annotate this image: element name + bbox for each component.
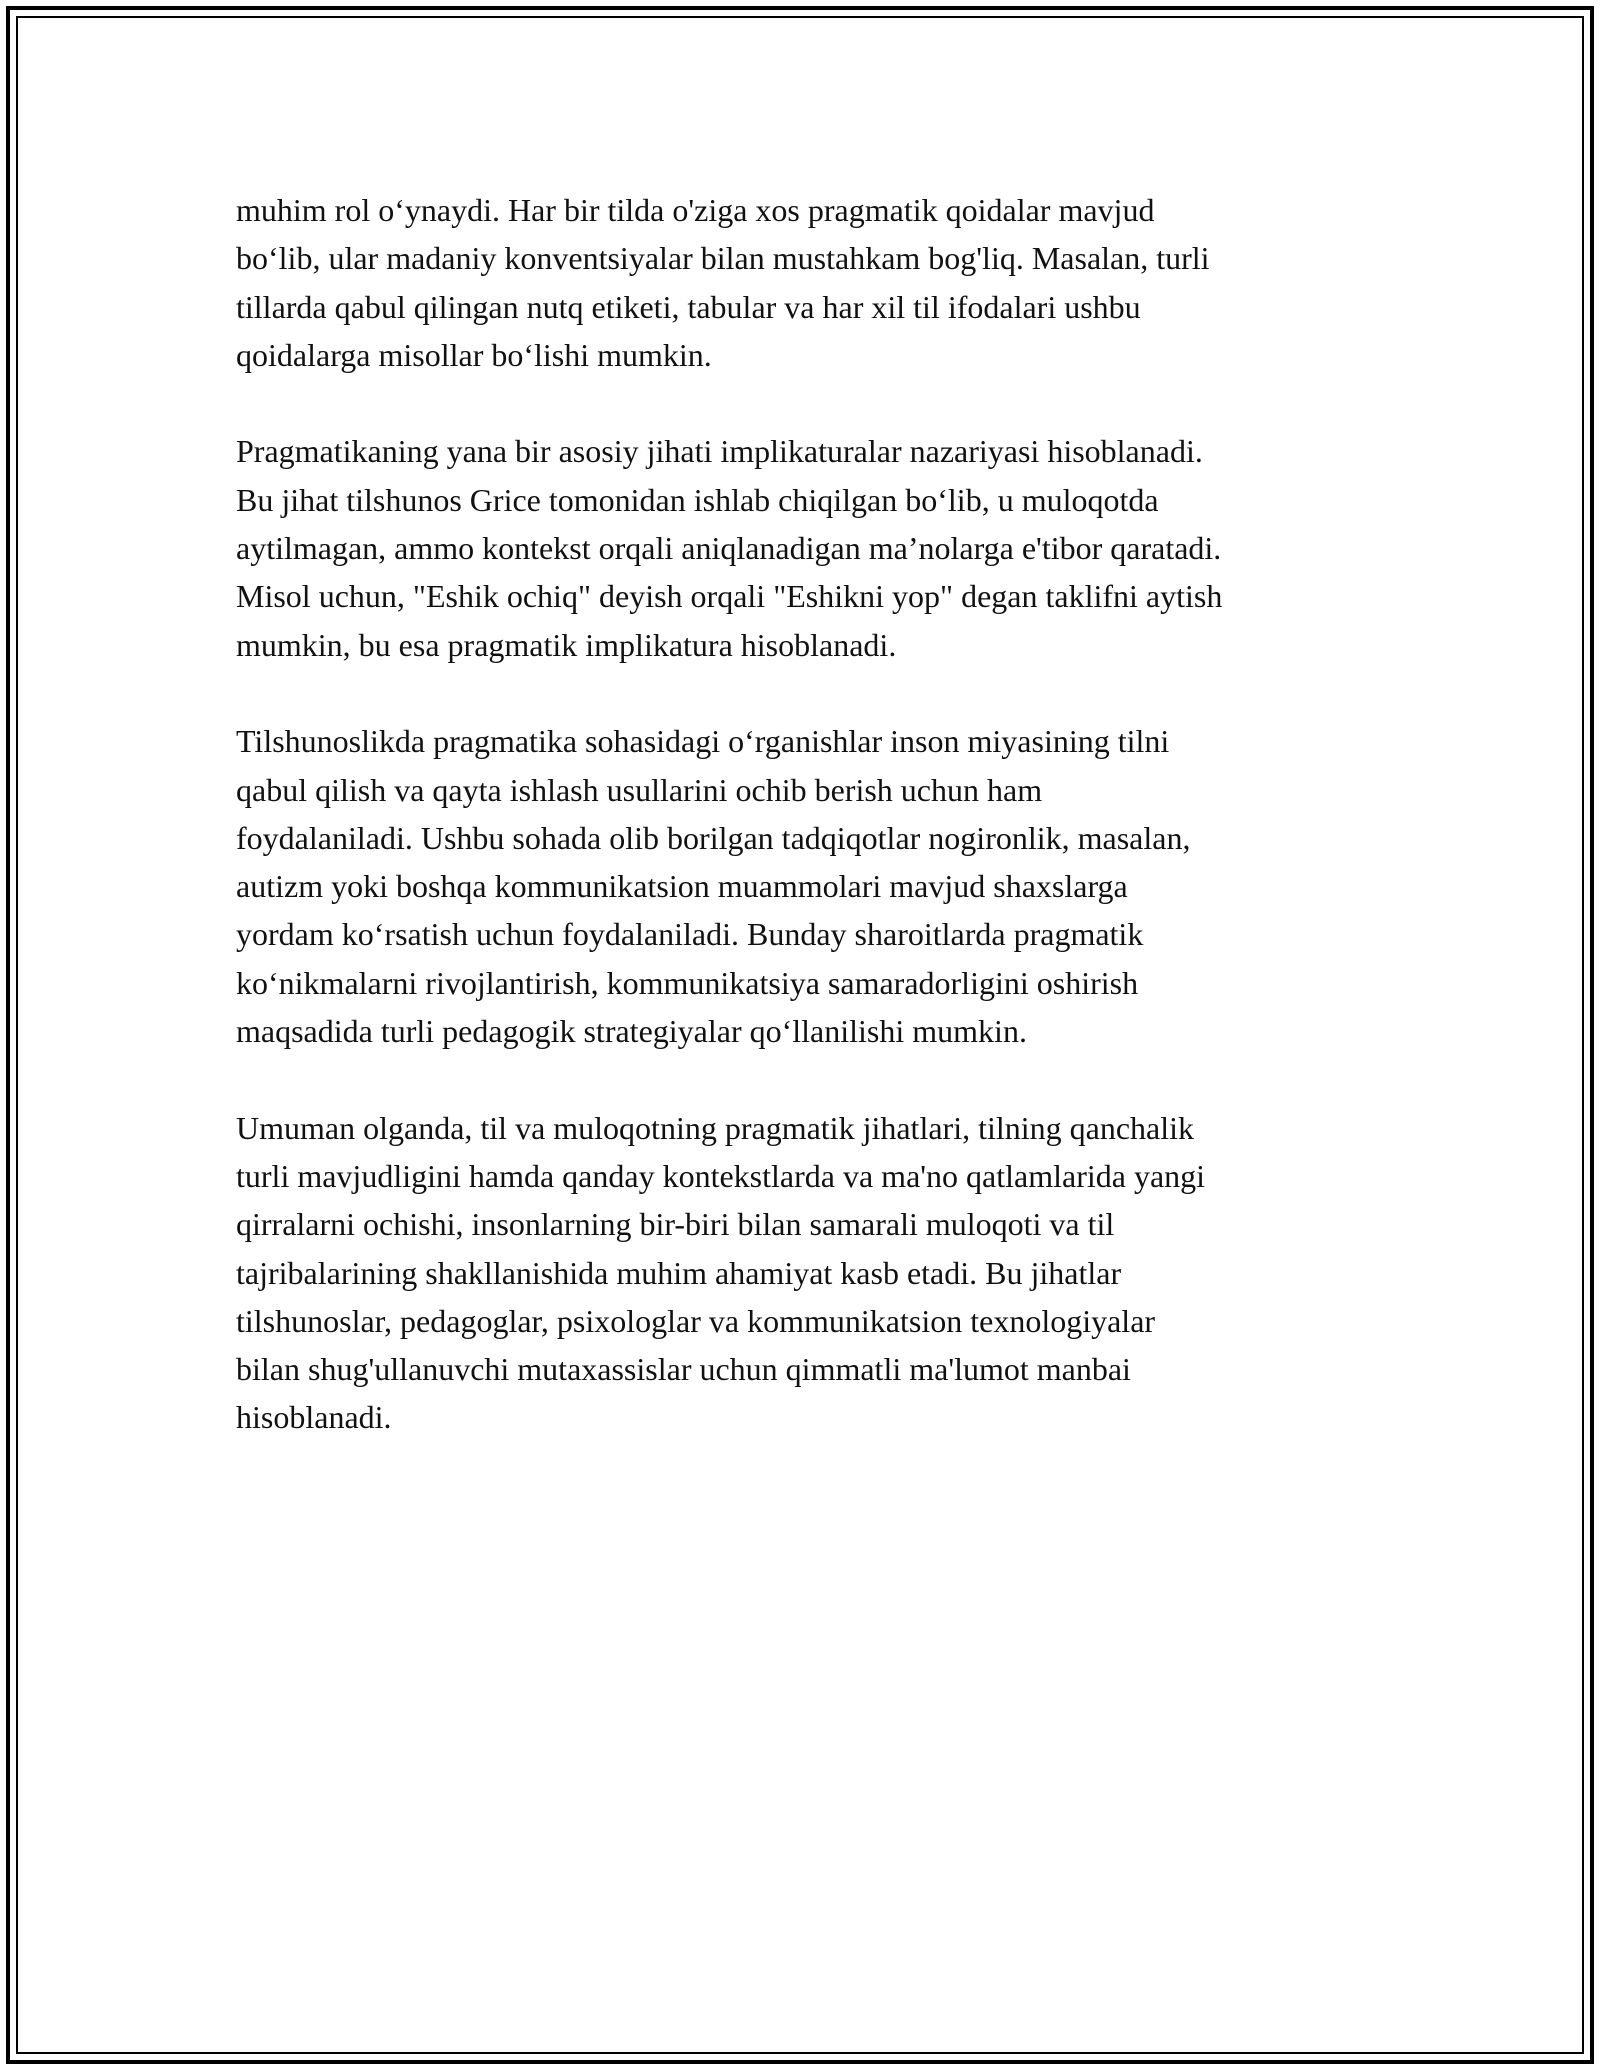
- text-line: qirralarni ochishi, insonlarning bir-biri bilan samarali muloqoti va til: [236, 1206, 1115, 1243]
- text-line: ko‘nikmalarni rivojlantirish, kommunikatsiya samaradorligini oshirish: [236, 964, 1139, 1001]
- document-body: [236, 186, 1376, 1490]
- text-line: mumkin, bu esa pragmatik implikatura hisoblanadi.: [236, 626, 897, 663]
- text-line: Tilshunoslikda pragmatika sohasidagi o‘rganishlar inson miyasining tilni: [236, 723, 1170, 760]
- paragraph-3: [236, 717, 1376, 1055]
- text-line: muhim rol o‘ynaydi. Har bir tilda o'ziga xos pragmatik qoidalar mavjud: [236, 192, 1155, 228]
- paragraph-1: [236, 186, 1376, 379]
- text-line: Umuman olganda, til va muloqotning pragmatik jihatlari, tilning qanchalik: [236, 1109, 1195, 1146]
- text-line: bilan shug'ullanuvchi mutaxassislar uchun qimmatli ma'lumot manbai: [236, 1351, 1131, 1388]
- text-line: yordam ko‘rsatish uchun foydalaniladi. Bunday sharoitlarda pragmatik: [236, 916, 1144, 953]
- text-line: qabul qilish va qayta ishlash usullarini ochib berish uchun ham: [236, 771, 1043, 808]
- text-line: Bu jihat tilshunos Grice tomonidan ishlab chiqilgan bo‘lib, u muloqotda: [236, 481, 1159, 518]
- text-line: maqsadida turli pedagogik strategiyalar qo‘llanilishi mumkin.: [236, 1013, 1027, 1050]
- text-line: turli mavjudligini hamda qanday kontekstlarda va ma'no qatlamlarida yangi: [236, 1157, 1206, 1194]
- text-line: qoidalarga misollar bo‘lishi mumkin.: [236, 336, 712, 373]
- text-line: aytilmagan, ammo kontekst orqali aniqlanadigan ma’nolarga e'tibor qaratadi.: [236, 530, 1222, 567]
- text-line: hisoblanadi.: [236, 1399, 392, 1436]
- text-line: Pragmatikaning yana bir asosiy jihati implikaturalar nazariyasi hisoblanadi.: [236, 433, 1203, 470]
- paragraph-4: [236, 1104, 1376, 1442]
- text-line: tilshunoslar, pedagoglar, psixologlar va kommunikatsion texnologiyalar: [236, 1302, 1156, 1339]
- text-line: foydalaniladi. Ushbu sohada olib borilgan tadqiqotlar nogironlik, masalan,: [236, 819, 1191, 856]
- text-line: tillarda qabul qilingan nutq etiketi, tabular va har xil til ifodalari ushbu: [236, 288, 1141, 325]
- text-line: tajribalarining shakllanishida muhim ahamiyat kasb etadi. Bu jihatlar: [236, 1254, 1122, 1291]
- text-line: autizm yoki boshqa kommunikatsion muammolari mavjud shaxslarga: [236, 868, 1128, 905]
- text-line: Misol uchun, "Eshik ochiq" deyish orqali "Eshikni yop" degan taklifni aytish: [236, 578, 1223, 615]
- paragraph-2: [236, 427, 1376, 668]
- text-line: bo‘lib, ular madaniy konventsiyalar bilan mustahkam bog'liq. Masalan, turli: [236, 240, 1210, 277]
